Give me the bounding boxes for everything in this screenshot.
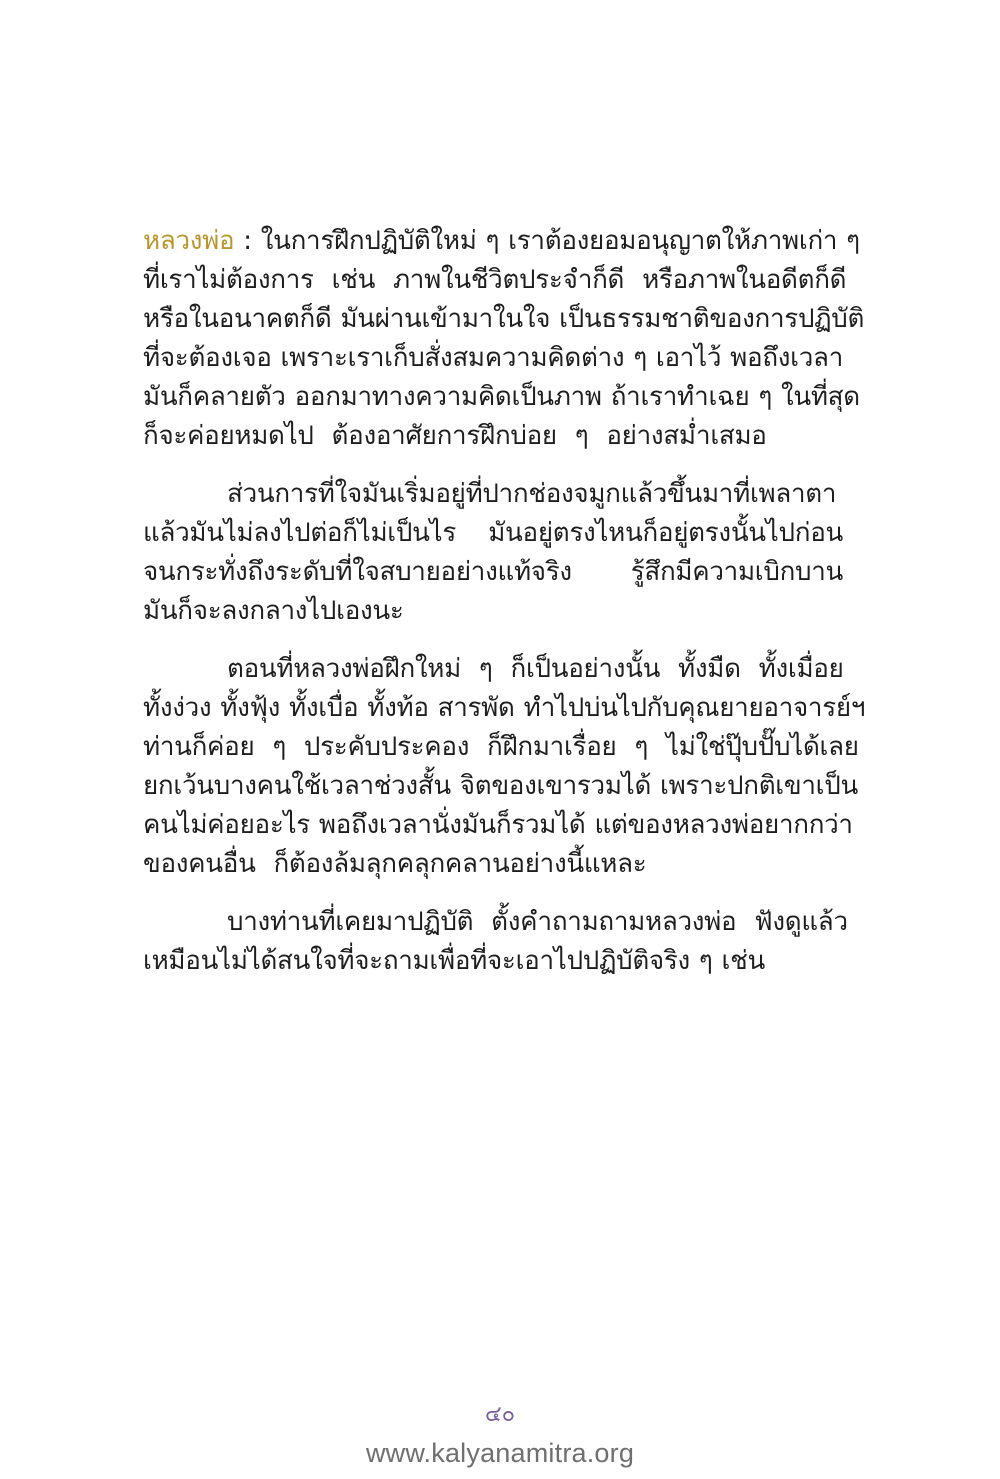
text-line: ทั้งง่วง ทั้งฟุ้ง ทั้งเบื่อ ทั้งท้อ สารพัด ทำไปบ่นไปกับคุณยายอาจารย์ฯ (143, 693, 866, 723)
paragraph-gap (143, 631, 843, 650)
text-line: ส่วนการที่ใจมันเริ่มอยู่ที่ปากช่องจมูกแล้วขึ้นมาที่เพลาตา (227, 479, 837, 509)
text-line: ยกเว้นบางคนใช้เวลาช่วงสั้น จิตของเขารวมได้ เพราะปกติเขาเป็น (143, 771, 858, 801)
body-text (143, 222, 866, 981)
text-line: หรือในอนาคตก็ดี มันผ่านเข้ามาในใจ เป็นธรรมชาติของการปฏิบัติ (143, 304, 865, 334)
text-line: คนไม่ค่อยอะไร พอถึงเวลานั่งมันก็รวมได้ แต่ของหลวงพ่อยากกว่า (143, 810, 853, 840)
speaker-label: หลวงพ่อ (143, 226, 235, 256)
line-text: : ในการฝึกปฏิบัติใหม่ ๆ เราต้องยอมอนุญาตให้ภาพเก่า ๆ (234, 226, 860, 256)
paragraph-3 (143, 650, 866, 884)
text-line: จนกระทั่งถึงระดับที่ใจสบายอย่างแท้จริง รู้สึกมีความเบิกบาน (143, 557, 843, 587)
paragraph-1 (143, 222, 865, 456)
text-line: บางท่านที่เคยมาปฏิบัติ ตั้งคำถามถามหลวงพ่อ ฟังดูแล้ว (227, 907, 848, 937)
page-number: ๔๐ (484, 1402, 516, 1427)
paragraph-gap (143, 456, 843, 475)
text-line: มันก็คลายตัว ออกมาทางความคิดเป็นภาพ ถ้าเราทำเฉย ๆ ในที่สุด (143, 382, 860, 412)
text-line: ตอนที่หลวงพ่อฝึกใหม่ ๆ ก็เป็นอย่างนั้น ทั้งมืด ทั้งเมื่อย (227, 654, 844, 684)
footer-url[interactable]: www.kalyanamitra.org (365, 1438, 635, 1468)
text-line: ก็จะค่อยหมดไป ต้องอาศัยการฝึกบ่อย ๆ อย่างสม่ำเสมอ (143, 421, 767, 451)
text-line: แล้วมันไม่ลงไปต่อก็ไม่เป็นไร มันอยู่ตรงไหนก็อยู่ตรงนั้นไปก่อน (143, 518, 843, 548)
text-line: เหมือนไม่ได้สนใจที่จะถามเพื่อที่จะเอาไปปฏิบัติจริง ๆ เช่น (143, 946, 765, 976)
text-line (143, 222, 860, 261)
text-line: ของคนอื่น ก็ต้องล้มลุกคลุกคลานอย่างนี้แหละ (143, 849, 647, 879)
paragraph-4 (143, 903, 848, 981)
text-line: ที่เราไม่ต้องการ เช่น ภาพในชีวิตประจำก็ดี หรือภาพในอดีตก็ดี (143, 265, 847, 295)
paragraph-gap (143, 884, 843, 903)
paragraph-2 (143, 475, 843, 631)
text-line: ที่จะต้องเจอ เพราะเราเก็บสั่งสมความคิดต่าง ๆ เอาไว้ พอถึงเวลา (143, 343, 843, 373)
text-line: มันก็จะลงกลางไปเองนะ (143, 596, 404, 626)
text-line: ท่านก็ค่อย ๆ ประคับประคอง ก็ฝึกมาเรื่อย ๆ ไม่ใช่ปุ๊บปั๊บได้เลย (143, 732, 859, 762)
